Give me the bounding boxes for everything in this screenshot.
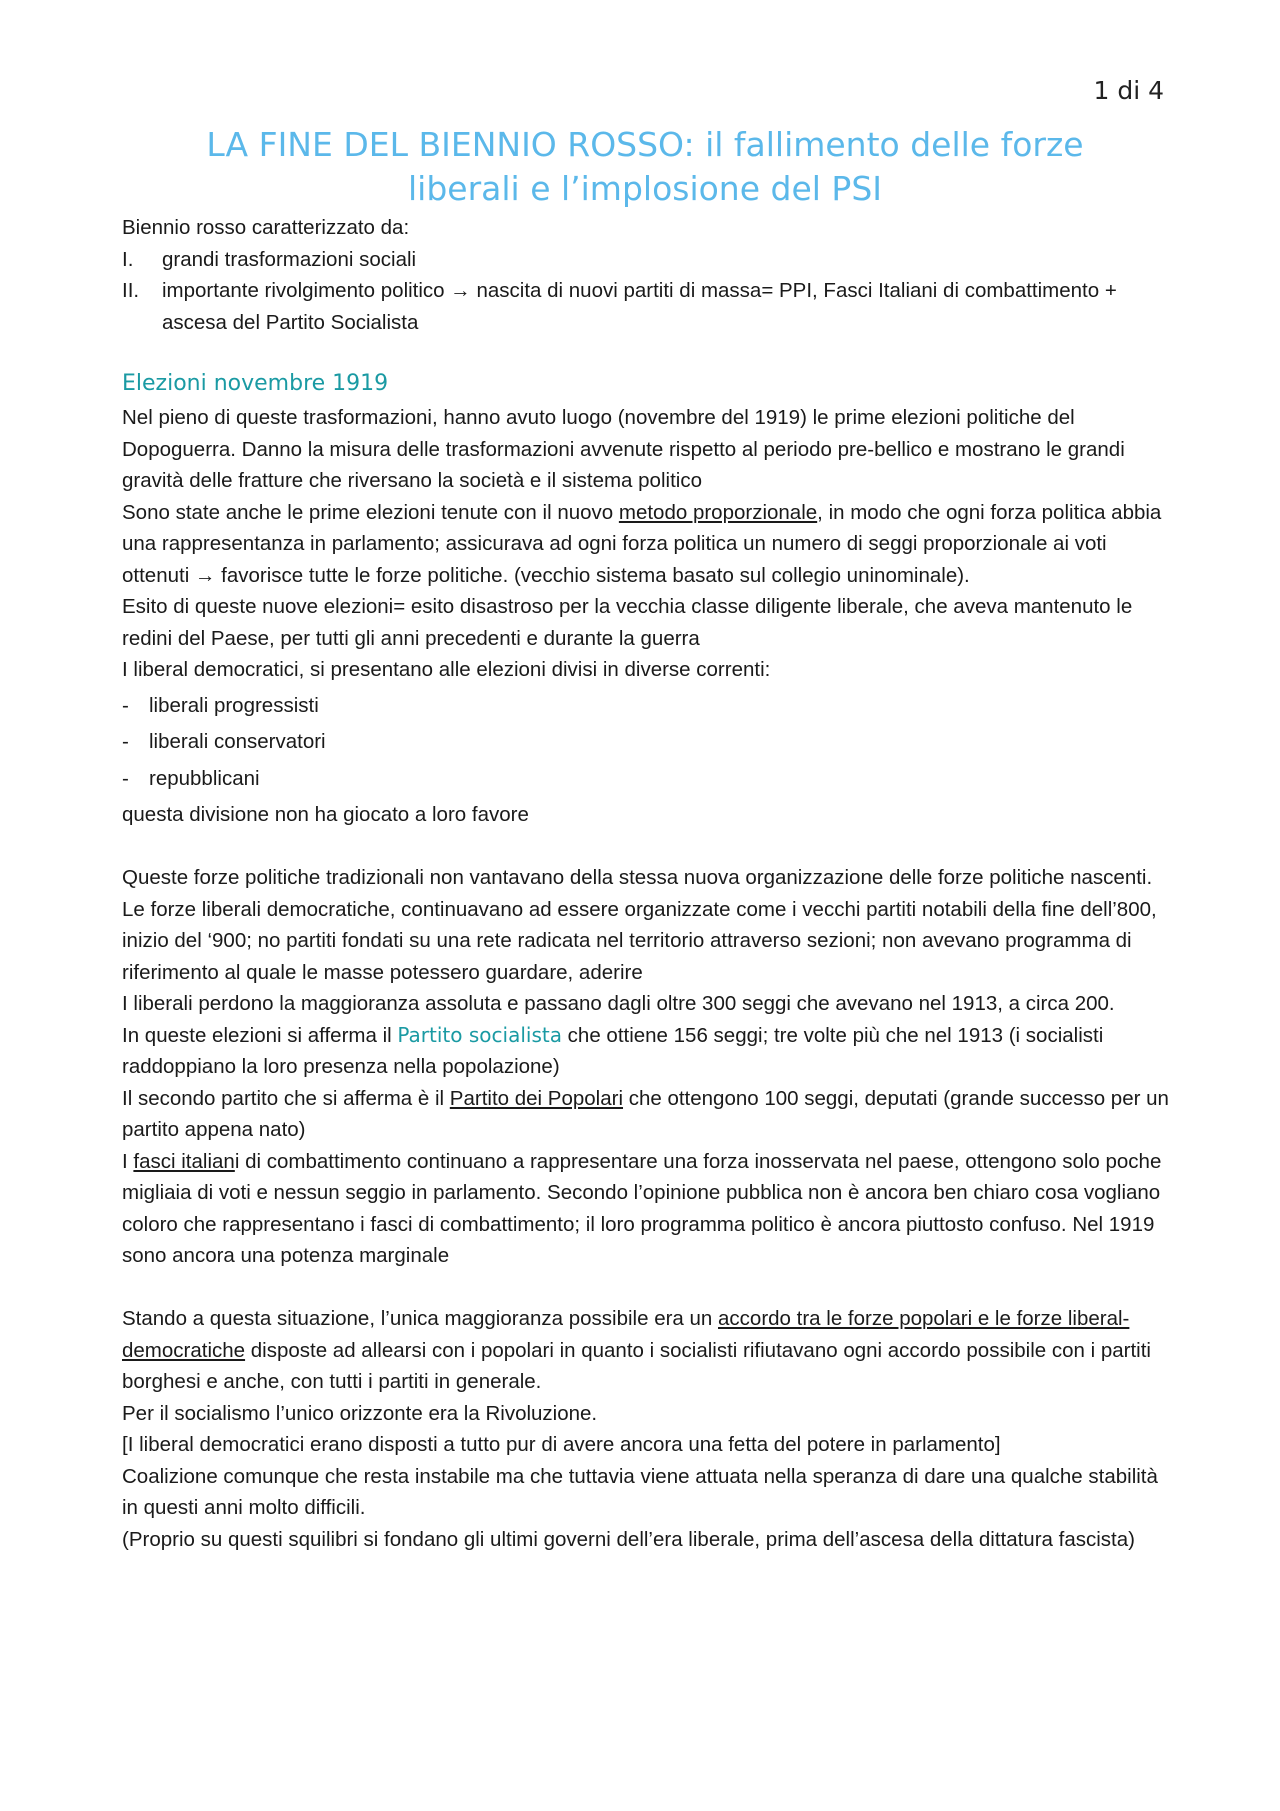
document-title xyxy=(122,123,1168,211)
paragraph: I liberal democratici, si presentano alle elezioni divisi in diverse correnti: xyxy=(122,658,771,681)
paragraph: Queste forze politiche tradizionali non vantavano della stessa nuova organizzazione delle forze politiche nascenti. Le forze liberali democratiche, continuavano ad essere organizzate come i vecchi partiti notabili della fine dell’800, inizio del ‘900; no partiti fondati su una rete radicata nel territorio attraverso sezioni; non avevano programma di riferimento al quale le masse potessero guardare, aderire xyxy=(122,866,1157,984)
text-run: In queste elezioni si afferma il xyxy=(122,1023,398,1047)
list-item xyxy=(122,724,1172,761)
paragraph: questa divisione non ha giocato a loro favore xyxy=(122,803,529,826)
currents-list xyxy=(122,688,1172,798)
document-body xyxy=(122,212,1172,1555)
section-heading: Elezioni novembre 1919 xyxy=(122,371,389,396)
page-number: 1 di 4 xyxy=(1093,76,1164,105)
list-number: II. xyxy=(122,279,140,302)
list-item xyxy=(122,244,1172,276)
list-item-text: repubblicani xyxy=(149,766,260,790)
spacer xyxy=(122,831,1172,863)
list-item-text: importante rivolgimento politico → nascita di nuovi partiti di massa= PPI, Fasci Italiani di combattimento + ascesa del Partito Socialista xyxy=(162,279,1117,334)
text-run: Stando a questa situazione, l’unica maggioranza possibile era un xyxy=(122,1307,719,1330)
paragraph xyxy=(122,1020,1172,1083)
paragraph: Esito di queste nuove elezioni= esito disastroso per la vecchia classe diligente liberale, che aveva mantenuto le redini del Paese, per tutti gli anni precedenti e durante la guerra xyxy=(122,595,1133,650)
underlined-term: fasci italian xyxy=(133,1149,235,1173)
title-line-1: LA FINE DEL BIENNIO ROSSO: il fallimento delle forze xyxy=(206,125,1084,164)
list-item-text: grandi trasformazioni sociali xyxy=(162,247,417,271)
list-item-text: liberali progressisti xyxy=(149,693,319,717)
paragraph: (Proprio su questi squilibri si fondano gli ultimi governi dell’era liberale, prima dell’ascesa della dittatura fascista) xyxy=(122,1527,1135,1551)
list-number: I. xyxy=(122,247,134,271)
text-run: Sono state anche le prime elezioni tenute con il nuovo xyxy=(122,500,619,524)
list-item-text: liberali conservatori xyxy=(149,730,326,753)
paragraph xyxy=(122,1146,1172,1272)
underlined-term: metodo proporzionale xyxy=(618,500,818,524)
text-run: che ottiene 156 seggi; tre volte più che nel 1913 (i socialisti raddoppiano la loro presenza nella popolazione) xyxy=(122,1023,1104,1078)
spacer xyxy=(122,1272,1172,1304)
title-line-2: liberali e l’implosione del PSI xyxy=(407,169,883,208)
paragraph: Per il socialismo l’unico orizzonte era la Rivoluzione. xyxy=(122,1401,598,1425)
text-run: I xyxy=(122,1149,134,1173)
dash-bullet: - xyxy=(122,730,129,753)
paragraph: Nel pieno di queste trasformazioni, hanno avuto luogo (novembre del 1919) le prime elezioni politiche del Dopoguerra. Danno la misura delle trasformazioni avvenute rispetto al periodo pre-bellico e mostrano le grandi gravità delle fratture che riversano la società e il sistema politico xyxy=(122,406,1125,492)
paragraph: I liberali perdono la maggioranza assoluta e passano dagli oltre 300 seggi che avevano nel 1913, a circa 200. xyxy=(122,992,1115,1015)
dash-bullet: - xyxy=(122,766,129,790)
list-item xyxy=(122,275,1172,338)
paragraph xyxy=(122,497,1172,592)
text-run: disposte ad allearsi con i popolari in quanto i socialisti rifiutavano ogni accordo possibile con i partiti borghesi e anche, con tutti i partiti in generale. xyxy=(122,1338,1151,1393)
paragraph xyxy=(122,1303,1172,1398)
text-run: Il secondo partito che si afferma è il xyxy=(122,1086,450,1110)
intro-list xyxy=(122,244,1172,339)
list-item xyxy=(122,688,1172,725)
paragraph xyxy=(122,1083,1172,1146)
text-run: i di combattimento continuano a rappresentare una forza inosservata nel paese, ottengono solo poche migliaia di voti e nessun seggio in parlamento. Secondo l’opinione pubblica non è ancora ben chiaro cosa vogliano coloro che rappresentano i fasci di combattimento; il loro programma politico è ancora piuttosto confuso. Nel 1919 sono ancora una potenza marginale xyxy=(122,1149,1162,1267)
dash-bullet: - xyxy=(122,693,129,717)
intro-lead: Biennio rosso caratterizzato da: xyxy=(122,216,410,239)
highlighted-term: Partito socialista xyxy=(397,1022,562,1047)
paragraph: Coalizione comunque che resta instabile ma che tuttavia viene attuata nella speranza di dare una qualche stabilità in questi anni molto difficili. xyxy=(122,1464,1158,1519)
text-run: che ottengono 100 seggi, deputati (grande successo per un partito appena nato) xyxy=(122,1086,1169,1141)
paragraph: [I liberal democratici erano disposti a tutto pur di avere ancora una fetta del potere in parlamento] xyxy=(122,1433,1001,1456)
list-item xyxy=(122,761,1172,798)
underlined-term: accordo tra le forze popolari e le forze liberal-democratiche xyxy=(122,1307,1130,1362)
underlined-term: Partito dei Popolari xyxy=(449,1086,624,1110)
text-run: , in modo che ogni forza politica abbia una rappresentanza in parlamento; assicurava ad ogni forza politica un numero di seggi proporzionale ai voti ottenuti → favorisce tutte le forze politiche. (vecchio sistema basato sul collegio uninominale). xyxy=(122,500,1162,587)
